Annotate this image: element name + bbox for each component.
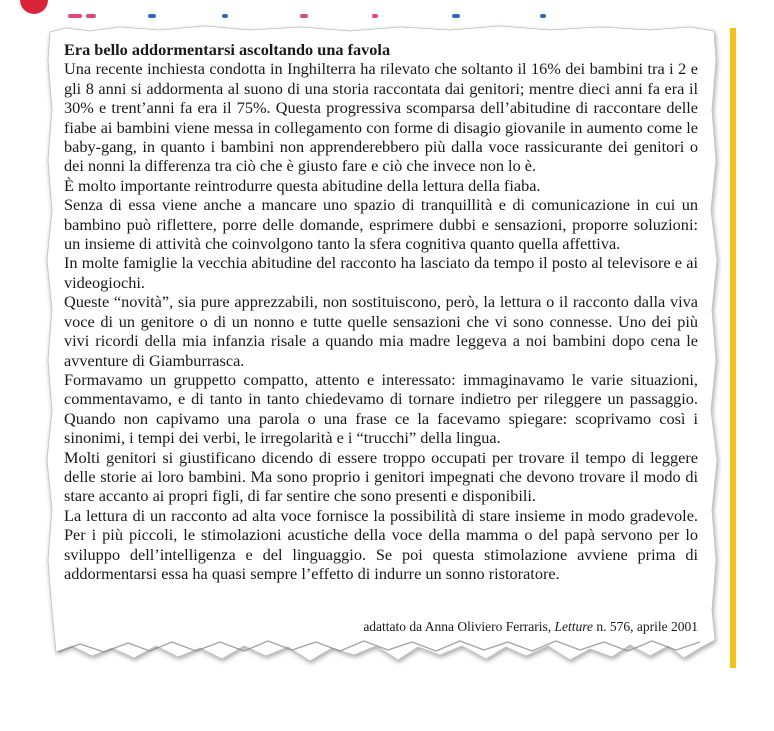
article-title: Era bello addormentarsi ascoltando una favola [64,40,391,59]
paragraph: Una recente inchiesta condotta in Inghilterra ha rilevato che soltanto il 16% dei bambini tra i 2 e gli 8 anni si addormenta al suono di una storia raccontata dai genitori; mentre dieci anni fa era il 30% e trent’anni fa era il 75%. Questa progressiva scomparsa dell’abitudine di raccontare delle fiabe ai bambini viene messa in collegamento con forme di disagio giovanile in aumento come le baby-gang, in quanto i bambini non apprenderebbero più dalla voce rassicurante dei genitori o dei nonni la differenza tra ciò che è giusto fare e ciò che invece non lo è. [64,59,698,176]
paragraph: Senza di essa viene anche a mancare uno spazio di tranquillità e di comunicazione in cui un bambino può riflettere, porre delle domande, esprimere dubbi e sensazioni, proporre soluzioni: un insieme di attività che coinvolgono tanto la sfera cognitiva quanto quella affettiva. [64,195,698,254]
paragraph: È molto importante reintrodurre questa abitudine della lettura della fiaba. [64,175,541,195]
paragraph: Molti genitori si giustificano dicendo di essere troppo occupati per trovare il tempo di leggere delle storie ai loro bambini. Ma sono proprio i genitori impegnati che devono trovare il modo di stare accanto ai propri figli, di far sentire che sono presenti e disponibili. [64,447,698,506]
source-citation [64,619,698,635]
source-suffix: n. 576, aprile 2001 [593,619,698,634]
paragraph: La lettura di un racconto ad alta voce fornisce la possibilità di stare insieme in modo gradevole. Per i più piccoli, le stimolazioni acustiche della voce della mamma o del papà servono per lo sviluppo dell’intelligenza e del linguaggio. Se poi questa stimolazione avviene prima di addormentarsi essa ha quasi sempre l’effetto di indurre un sonno ristoratore. [64,505,698,583]
paragraph: Formavamo un gruppetto compatto, attento e interessato: immaginavamo le varie situazioni, commentavamo, e di tanto in tanto chiedevamo di tornare indietro per rileggere un passaggio. Quando non capivamo una parola o una frase ce la facevamo spiegare: scoprivamo così i sinonimi, i tempi dei verbi, le irregolarità e i “trucchi” della lingua. [64,369,698,448]
paragraph: Queste “novità”, sia pure apprezzabili, non sostituiscono, però, la lettura o il racconto dalla viva voce di un genitore o di un nonno e tutte quelle sensazioni che vi sono connesse. Uno dei più vivi ricordi della mia infanzia risale a quando mia madre leggeva a noi bambini dopo cena le avventure di Giamburrasca. [64,292,698,370]
article-body [64,40,698,583]
source-prefix: adattato da Anna Oliviero Ferraris, [363,619,555,634]
paragraph: In molte famiglie la vecchia abitudine del racconto ha lasciato da tempo il posto al televisore e ai videogiochi. [64,253,698,292]
source-title: Letture [554,619,594,634]
